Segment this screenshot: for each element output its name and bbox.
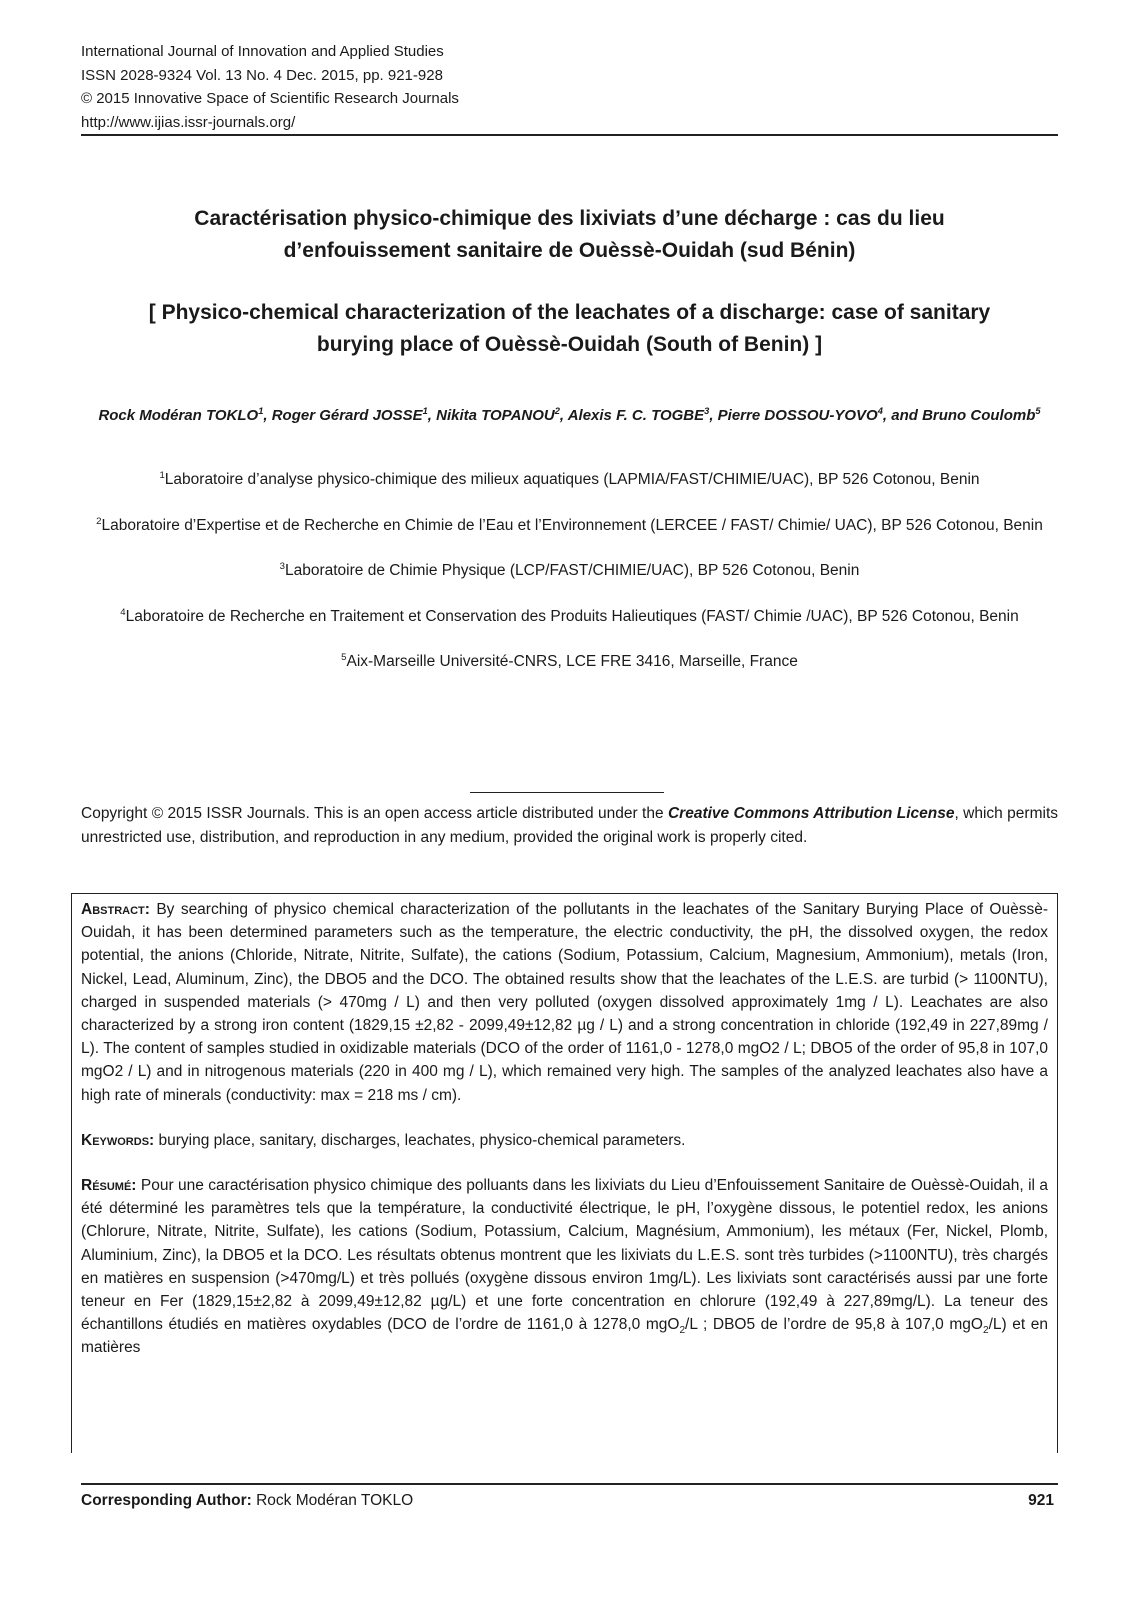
copyright-divider — [470, 792, 664, 793]
journal-issn: ISSN 2028-9324 Vol. 13 No. 4 Dec. 2015, pp. 921-928 — [81, 66, 443, 84]
title-en — [81, 297, 1058, 361]
title-en-line: burying place of Ouèssè-Ouidah (South of Benin) ] — [316, 333, 823, 356]
journal-header — [81, 40, 1058, 134]
affiliation: $^2$Laboratoire d’Expertise et de Recherche en Chimie de l’Eau et l’Environnement (LERCEE / FAST/ Chimie/ UAC), BP 526 Cotonou, Benin — [96, 515, 1043, 534]
copyright-notice: Copyright © 2015 ISSR Journals. This is an open access article distributed under the Creative Commons Attribution License, which permits unrestricted use, distribution, and reproduction in any medium, provided the original work is properly cited. — [81, 805, 1058, 846]
footer-divider — [81, 1483, 1058, 1485]
journal-url[interactable]: http://www.ijias.issr-journals.org/ — [81, 113, 296, 131]
affiliation: $^3$Laboratoire de Chimie Physique (LCP/FAST/CHIMIE/UAC), BP 526 Cotonou, Benin — [279, 560, 860, 579]
resume-paragraph: Résumé: Pour une caractérisation physico chimique des polluants dans les lixiviats du Lieu d’Enfouissement Sanitaire de Ouèssè-Ouidah, il a été déterminé les paramètres tels que la température, la conductivité électrique, le pH, l’oxygène dissous, le potentiel redox, les anions (Chlorure, Nitrate, Nitrite, Sulfate), les cations (Sodium, Potassium, Calcium, Magnésium, Ammonium), les métaux (Fer, Nickel, Plomb, Aluminium, Zinc), la DBO5 et la DCO. Les résultats obtenus montrent que les lixiviats du L.E.S. sont très turbides (>1100NTU), très chargés en matières en suspension (>470mg/L) et très pollués (oxygène dissous environ 1mg/L). Les lixiviats sont caractérisés aussi par une forte teneur en Fer (1829,15±2,82 à 2099,49±12,82 µg/L) et une forte concentration en chlorure (192,49 à 227,89mg/L). La teneur des échantillons étudiés en matières oxydables (DCO de l’ordre de 1161,0 à 1278,0 mgO$_2$/L ; DBO5 de l’ordre de 95,8 à 107,0 mgO$_2$/L) et en matières — [81, 1177, 1048, 1357]
affiliation-list — [81, 468, 1058, 696]
page-number: 921 — [1028, 1492, 1054, 1509]
header-divider — [81, 134, 1058, 136]
author: Alexis F. C. TOGBE$^3$, — [567, 406, 718, 424]
paper-title — [81, 203, 1058, 361]
license-name: Creative Commons Attribution License — [667, 805, 955, 822]
title-en-line: [ Physico-chemical characterization of the leachates of a discharge: case of sanitary — [148, 301, 991, 324]
title-fr — [81, 203, 1058, 267]
keywords-paragraph: Keywords: burying place, sanitary, discharges, leachates, physico-chemical parameters. — [81, 1131, 686, 1149]
title-fr-line: Caractérisation physico-chimique des lixiviats d’une décharge : cas du lieu — [194, 207, 945, 230]
keywords-label: Keywords: — [81, 1131, 155, 1149]
page-footer — [81, 1490, 1058, 1512]
abstract-paragraph: Abstract: By searching of physico chemical characterization of the pollutants in the leachates of the Sanitary Burying Place of Ouèssè-Ouidah, it has been determined parameters such as the temperature, the electric conductivity, the pH, the dissolved oxygen, the redox potential, the anions (Chloride, Nitrate, Nitrite, Sulfate), the cations (Sodium, Potassium, Calcium, Magnesium, Ammonium), metals (Iron, Nickel, Lead, Aluminum, Zinc), the DBO5 and the DCO. The obtained results show that the leachates of the L.E.S. are turbid (> 1100NTU), charged in suspended materials (> 470mg / L) and then very polluted (oxygen dissolved approximately 1mg / L). Leachates are also characterized by a strong iron content (1829,15 ±2,82 - 2099,49±12,82 µg / L) and a strong concentration in chloride (192,49 in 227,89mg / L). The content of samples studied in oxidizable materials (DCO of the order of 1161,0 - 1278,0 mgO2 / L; DBO5 of the order of 95,8 in 107,0 mgO2 / L) and in nitrogenous materials (220 in 400 mg / L), which remained very high. The samples of the analyzed leachates also have a high rate of minerals (conductivity: max = 218 ms / cm). — [81, 901, 1048, 1104]
abstract-label: Abstract: — [81, 901, 150, 918]
title-fr-line: d’enfouissement sanitaire de Ouèssè-Ouidah (sud Bénin) — [283, 239, 856, 262]
author: Bruno Coulomb$^5$ — [922, 406, 1041, 424]
author: Roger Gérard JOSSE$^1$, — [271, 406, 437, 424]
abstract-box — [71, 893, 1058, 1453]
author: Rock Modéran TOKLO$^1$, — [98, 406, 272, 424]
journal-name: International Journal of Innovation and Applied Studies — [81, 43, 444, 60]
corresponding-author-name: Rock Modéran TOKLO — [251, 1492, 414, 1509]
corresponding-author-label: Corresponding Author: — [81, 1492, 252, 1509]
journal-copyright: © 2015 Innovative Space of Scientific Research Journals — [81, 90, 459, 107]
author: Nikita TOPANOU$^2$, — [436, 406, 568, 424]
affiliation: $^5$Aix-Marseille Université-CNRS, LCE FRE 3416, Marseille, France — [341, 651, 798, 670]
affiliation: $^1$Laboratoire d’analyse physico-chimique des milieux aquatiques (LAPMIA/FAST/CHIMIE/UAC), BP 526 Cotonou, Benin — [159, 469, 980, 488]
affiliation: $^4$Laboratoire de Recherche en Traitement et Conservation des Produits Halieutiques (FAST/ Chimie /UAC), BP 526 Cotonou, Benin — [120, 606, 1019, 625]
author: Pierre DOSSOU-YOVO$^4$, and — [717, 406, 923, 424]
resume-label: Résumé: — [81, 1177, 137, 1195]
author-list — [81, 404, 1058, 427]
